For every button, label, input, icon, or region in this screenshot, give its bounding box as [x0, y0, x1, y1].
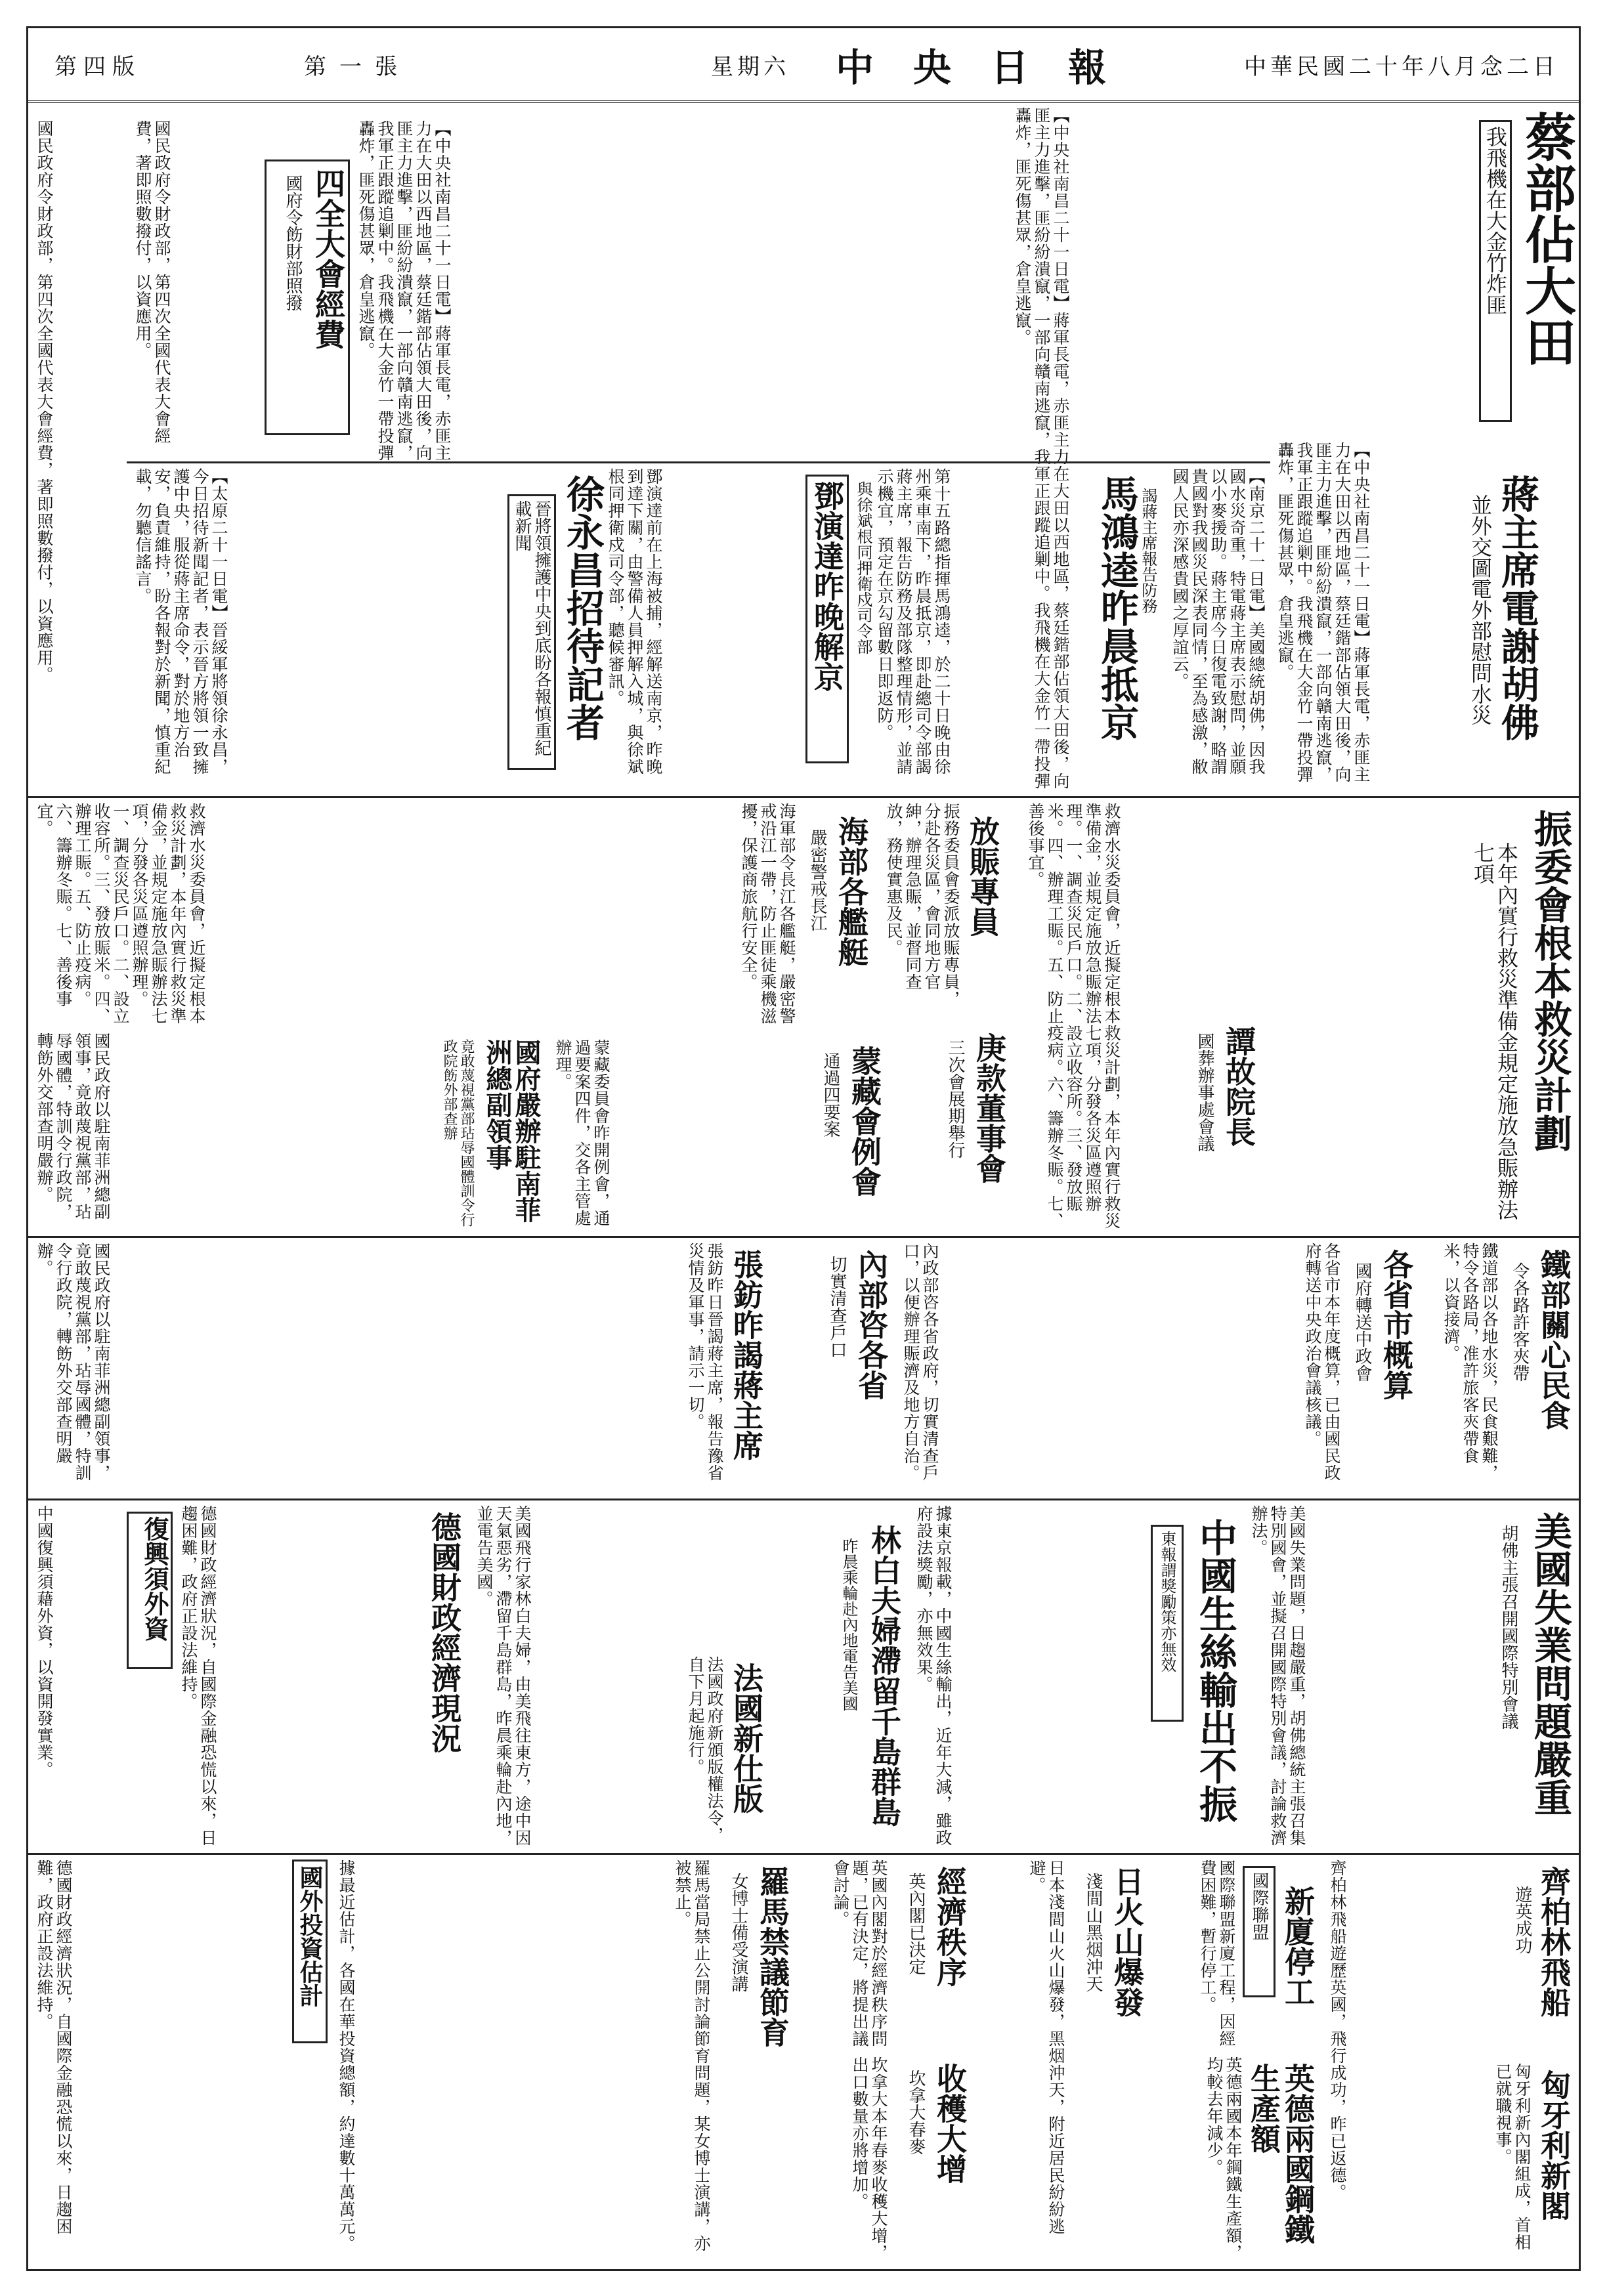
lower-middle-left-body — [35, 1243, 652, 1492]
article-relief-subhead: 本年內實行救災準備金規定施放急賑辦法七項 — [1470, 842, 1519, 1220]
bottom-left-body-text: 德國財政經濟狀況，自國際金融恐慌以來，日趨困難，政府正設法維持。 — [35, 1860, 73, 2235]
article-volcano — [980, 1860, 1151, 2266]
article-xinxia-headline: 新廈停工 — [1280, 1886, 1316, 2007]
article-relief-headline: 振委會根本救災計劃 — [1528, 809, 1572, 1152]
rule-band-3 — [28, 1499, 1579, 1500]
article-zhang-headline: 張鈁昨謁蔣主席 — [729, 1249, 764, 1460]
article-french — [658, 1656, 777, 1846]
article-unemployment-body-text: 美國失業問題，日趨嚴重，胡佛總統主張召集特別國會，並擬召開國際特別會議，討論救濟辦法。 — [1249, 1505, 1306, 1846]
article-deng-body — [606, 468, 796, 790]
article-census-subhead: 切實清查戶口 — [827, 1256, 847, 1358]
top-band-mid-body — [356, 120, 1006, 461]
article-harvest-body: 坎拿大本年春麥收穫大增，出口數量亦將增加。 — [850, 2056, 888, 2261]
article-hungary-headline: 匈牙利新閣 — [1536, 2070, 1572, 2221]
article-economic-order-headline: 經濟秩序 — [932, 1866, 968, 1987]
article-harvest-headline: 收穫大增 — [932, 2063, 968, 2184]
article-zeppelin-body-text: 齊柏林飛船遊歷英國，飛行成功，昨已返德。 — [1328, 1860, 1347, 2201]
article-mengzang-body — [553, 1039, 737, 1229]
article-census — [777, 1243, 895, 1492]
article-census-body — [901, 1243, 1190, 1492]
article-deng-body-text: 鄧演達前在上海被捕，經解送南京，昨晚到達下關，由警備人員押解入城，與徐斌根同押衛戍司令部，聽候審訊。 — [606, 468, 663, 775]
rule-band-4 — [28, 1853, 1579, 1855]
article-zeppelin-body — [1328, 1860, 1492, 2266]
article-fangzhen — [884, 803, 1013, 1019]
article-deng-headline: 鄧演達昨晚解京 — [805, 475, 849, 763]
article-ma-headline: 馬鴻逵昨晨抵京 — [1094, 475, 1139, 741]
article-hungary — [1493, 2063, 1577, 2266]
lower-middle-left-body-text: 國民政府以駐南菲洲總副領事，竟敢蔑視黨部，玷辱國體，特訓令行政院，轉飭外交部查明嚴辦。 — [35, 1243, 111, 1481]
masthead-weekday: 星期六 — [711, 53, 790, 80]
article-tan — [1157, 1019, 1262, 1229]
article-chiang-body-text: 【南京二十一日電】美國總統胡佛，因我國水災奇重，特電蔣主席表示慰問，並願以小麥援助。蔣主席今日復電致謝，略謂貴國對我國災民深表同情，至為感激，敝國人民亦深感貴國之厚誼云。 — [1170, 468, 1266, 775]
article-tan-headline: 譚故院長 — [1221, 1026, 1256, 1147]
article-cai-headline: 蔡部佔大田 — [1516, 111, 1576, 367]
article-silk-body — [914, 1505, 1098, 1846]
article-zhang — [658, 1243, 770, 1492]
article-cai-body-text-2: 【中央社南昌二十一日電】蔣軍長電，赤匪主力在大田以西地區，蔡廷鍇部佔領大田後，向匪主力進擊，匪紛紛潰竄，一部向贛南逃竄，我軍正跟蹤追剿中。我飛機在大金竹一帶投彈轟炸，匪死傷甚眾，倉皇逃竄。 — [1275, 442, 1371, 783]
article-economic-order-subhead: 英內閣已決定 — [906, 1873, 926, 1975]
article-silk — [1105, 1512, 1243, 1840]
article-economic-order-body: 英國內閣對於經濟秩序問題，已有決定，將提出議會討論。 — [831, 1860, 888, 2047]
article-steel-body: 英德兩國本年鋼鐵生產額，均較去年減少。 — [1205, 2056, 1243, 2261]
article-french-body: 法國政府新頒版權法令，自下月起施行。 — [686, 1656, 724, 1844]
article-ma-body-text: 第十五路總指揮馬鴻逵，於二十日晚由徐州乘車南下，昨晨抵京，即赴總司令部謁蔣主席，報告防務及部隊整理情形，並請示機宜，預定在京勾留數日即返防。 — [875, 468, 951, 775]
top-band-left-body — [35, 120, 127, 790]
article-census-headline: 內部咨各省 — [853, 1249, 889, 1400]
article-mengzang-headline: 蒙藏會例會 — [847, 1046, 882, 1197]
middle-left-body — [35, 803, 685, 1026]
article-mengzang — [744, 1039, 888, 1229]
masthead-date: 中華民國二十年八月念二日 — [1244, 53, 1559, 80]
article-zeppelin-subhead: 遊英成功 — [1512, 1886, 1532, 1954]
article-tan-subhead: 國葬辦事處會議 — [1195, 1032, 1214, 1152]
article-relief — [1407, 803, 1577, 1229]
article-trade — [127, 1512, 173, 1669]
article-volcano-body: 日本淺間山火山爆發，黑烟沖天，附近居民紛紛逃避。 — [1027, 1860, 1065, 2235]
newspaper-page — [26, 26, 1581, 2271]
article-volcano-subhead: 淺間山黑烟沖天 — [1083, 1873, 1103, 1992]
article-fangzhen-headline: 放賑專員 — [965, 816, 1000, 937]
article-census-body-text: 內政部咨各省政府，切實清查戶口，以便辦理賑濟及地方自治。 — [901, 1243, 939, 1481]
article-harvest — [803, 2056, 974, 2266]
article-lindbergh-body-text: 美國飛行家林白夫婦，由美飛往東方，途中因天氣惡劣，滯留千島群島，昨晨乘輪赴內地，並電告美國。 — [475, 1505, 532, 1846]
article-silk-headline: 中國生絲輸出不振 — [1193, 1518, 1237, 1823]
article-german-body-text: 德國財政經濟狀況，自國際金融恐慌以來，日趨困難，政府正設法維持。 — [179, 1505, 217, 1846]
article-philippines-body — [35, 1032, 409, 1229]
article-xinxia-subhead: 國際聯盟 — [1243, 1866, 1275, 1997]
article-trade-headline: 復興須外資 — [140, 1516, 169, 1641]
article-budget — [1197, 1243, 1420, 1492]
top-band-mid-body-text: 【中央社南昌二十一日電】蔣軍長電，赤匪主力在大田以西地區，蔡廷鍇部佔領大田後，向匪主力進擊，匪紛紛潰竄，一部向贛南逃竄，我軍正跟蹤追剿中。我飛機在大金竹一帶投彈轟炸，匪死傷甚眾，倉皇逃竄。 — [356, 120, 452, 461]
article-xinxia-body: 國際聯盟新廈工程，因經費困難，暫行停工。 — [1198, 1860, 1236, 2047]
article-chiang-subhead: 並外交圖電外部慰問水災 — [1468, 494, 1493, 725]
article-budget-body: 各省市本年度概算，已由國民政府轉送中央政治會議核議。 — [1303, 1243, 1341, 1481]
article-german-headline: 德國財政經濟現況 — [427, 1512, 462, 1753]
top-band-left-body-text: 國民政府令財政部，第四次全國代表大會經費，著即照數撥付，以資應用。 — [35, 120, 54, 683]
article-ma-subhead: 謁蔣主席報告防務 — [1139, 488, 1157, 614]
article-xu — [475, 468, 606, 790]
article-rome-body: 羅馬當局禁止公開討論節育問題，某女博士演講，亦被禁止。 — [673, 1860, 711, 2252]
article-philippines-headline: 國府嚴辦駐南菲洲總副領事 — [482, 1039, 542, 1223]
article-fourth-congress — [265, 159, 350, 435]
article-hungary-body: 匈牙利新內閣組成，首相已就職視事。 — [1493, 2063, 1532, 2251]
article-trade-body — [35, 1505, 120, 1846]
article-deng-subhead: 與徐斌根同押衛戍司令部 — [854, 481, 872, 654]
article-lindbergh-headline: 林白夫婦滯留千島群島 — [867, 1525, 902, 1827]
article-rome-headline: 羅馬禁議節育 — [755, 1866, 790, 2047]
article-budget-subhead: 國府轉送中政會 — [1352, 1262, 1372, 1382]
article-volcano-headline: 日火山爆發 — [1109, 1866, 1145, 2017]
article-unemployment-headline: 美國失業問題嚴重 — [1528, 1512, 1572, 1816]
article-steel — [1157, 2056, 1321, 2266]
article-philippines-subhead: 竟敢蔑視黨部玷辱國體訓令行政院飭外部查辦 — [441, 1039, 475, 1227]
article-harvest-subhead: 坎拿大春麥 — [906, 2070, 926, 2155]
rule-top-band — [127, 461, 1270, 463]
rule-band-2 — [28, 1236, 1579, 1238]
article-fourth-congress-headline: 四全大會經費 — [311, 168, 346, 349]
article-german-body — [179, 1505, 389, 1846]
article-railway-subhead: 令各路許客夾帶 — [1510, 1262, 1530, 1382]
middle-left-body-text: 救濟水災委員會，近擬定根本救災計劃，本年內實行救災準備金，並規定施放急賑辦法七項，分發各災區遵照辦理。一、調查災民戶口。二、設立收容所。三、發放賑米。四、辦理工賑。五、防止疫病。六、籌辦冬賑。七、善後事宜。 — [35, 803, 206, 1025]
article-lindbergh-subhead: 昨晨乘輪赴內地電告美國 — [840, 1538, 858, 1711]
article-zeppelin — [1499, 1860, 1577, 2056]
article-navy-body: 海軍部令長江各艦艇，嚴密警戒沿江一帶，防止匪徒乘機滋擾，保護商旅航行安全。 — [739, 803, 796, 1025]
article-gengkuan-headline: 庚款董事會 — [972, 1032, 1007, 1183]
article-gengkuan-subhead: 三次會展期舉行 — [945, 1039, 965, 1159]
article-railway-headline: 鐵部關心民食 — [1536, 1249, 1572, 1430]
masthead — [28, 28, 1579, 103]
article-chiang — [1289, 468, 1577, 790]
article-zeppelin-headline: 齊柏林飛船 — [1536, 1866, 1572, 2017]
article-xu-body — [133, 468, 468, 790]
article-budget-headline: 各省市概算 — [1379, 1249, 1414, 1400]
article-rome-subhead: 女博士備受演講 — [729, 1873, 748, 1992]
article-fourth-congress-body — [133, 120, 258, 461]
article-fourth-congress-subhead: 國府令飭財部照撥 — [283, 175, 303, 311]
article-economic-order — [803, 1860, 974, 2050]
article-cai — [1275, 107, 1577, 435]
article-ma — [1079, 468, 1164, 790]
article-foreign-investment-body — [337, 1860, 612, 2266]
article-foreign-investment-headline: 國外投資估計 — [292, 1860, 328, 2043]
article-deng — [803, 475, 875, 776]
article-ma-body — [875, 468, 1072, 790]
masthead-edition: 第四版 — [54, 53, 141, 80]
article-french-headline: 法國新仕版 — [729, 1663, 764, 1814]
masthead-sheet: 第一張 — [304, 53, 410, 80]
article-fourth-congress-body-text: 國民政府令財政部，第四次全國代表大會經費，著即照數撥付，以資應用。 — [133, 120, 171, 444]
masthead-paper-name: 中央日報 — [836, 45, 1146, 90]
article-steel-headline: 英德兩國鋼鐵生產額 — [1246, 2063, 1316, 2244]
bottom-left-body — [35, 1860, 245, 2266]
article-navy-headline: 海部各艦艇 — [834, 816, 869, 967]
article-cai-body-text: 【中央社南昌二十一日電】蔣軍長電，赤匪主力在大田以西地區，蔡廷鍇部佔領大田後，向匪主力進擊，匪紛紛潰竄，一部向贛南逃竄，我軍正跟蹤追剿中。我飛機在大金竹一帶投彈轟炸，匪死傷甚眾，倉皇逃竄。 — [1013, 107, 1070, 790]
article-unemployment-subhead: 胡佛主張召開國際特別會議 — [1499, 1525, 1518, 1730]
article-xu-headline: 徐永昌招待記者 — [560, 475, 605, 741]
article-rome — [619, 1860, 796, 2266]
article-unemployment — [1440, 1505, 1577, 1846]
article-chiang-body — [1170, 468, 1282, 790]
article-zhang-body: 張鈁昨日晉謁蔣主席，報告豫省災情及軍事，請示一切。 — [686, 1243, 724, 1481]
article-fangzhen-body: 振務委員會委派放賑專員，分赴各災區，會同地方官紳，辦理急賑，並督同查放，務使實惠及民。 — [884, 803, 960, 1008]
article-foreign-investment-body-text: 據最近估計，各國在華投資總額，約達數十萬萬元。 — [337, 1860, 356, 2252]
article-xu-subhead: 晉將領擁護中央到底盼各報慎重紀載新聞 — [507, 494, 556, 770]
article-relief-body-text: 救濟水災委員會，近擬定根本救災計劃，本年內實行救災準備金，並規定施放急賑辦法七項，分發各災區遵照辦理。一、調查災民戶口。二、設立收容所。三、發放賑米。四、辦理工賑。五、防止疫病。六、籌辦冬賑。七、善後事宜。 — [1026, 803, 1121, 1229]
rule-band-1 — [28, 796, 1579, 798]
article-silk-body-text: 據東京報載，中國生絲輸出，近年大減，雖政府設法獎勵，亦無效果。 — [914, 1505, 953, 1846]
article-xu-body-text: 【太原二十一日電】晉綏軍將領徐永昌，今日招待新聞記者，表示晉方將領一致擁護中央，服從蔣主席命令，對於地方治安，負責維持，盼各報對於新聞，慎重紀載，勿聽信謠言。 — [133, 468, 228, 775]
article-mengzang-body-text: 蒙藏委員會昨開例會，通過要案四件，交各主管處辦理。 — [553, 1039, 611, 1227]
article-lindbergh-body — [475, 1505, 652, 1846]
article-navy — [691, 803, 888, 1039]
article-philippines-body-text: 國民政府以駐南菲洲總副領事，竟敢蔑視黨部，玷辱國體，特訓令行政院，轉飭外交部查明嚴辦。 — [35, 1032, 111, 1220]
article-unemployment-body — [1249, 1505, 1433, 1846]
article-cai-subhead: 我飛機在大金竹炸匪 — [1479, 120, 1512, 422]
article-navy-subhead: 嚴密警戒長江 — [807, 829, 827, 931]
article-foreign-investment — [251, 1860, 330, 2056]
article-railway-body: 鐵道部以各地水災，民食艱難，特令各路局，准許旅客夾帶食米，以資接濟。 — [1442, 1243, 1499, 1481]
article-trade-body-text: 中國復興須藉外資，以資開發實業。 — [35, 1505, 54, 1778]
article-silk-subhead: 東報謂獎勵策亦無效 — [1151, 1525, 1184, 1722]
article-chiang-headline: 蔣主席電謝胡佛 — [1495, 475, 1539, 741]
article-gengkuan — [895, 1026, 1013, 1229]
article-xinxia — [1157, 1860, 1321, 2050]
article-lindbergh — [783, 1518, 908, 1846]
article-philippines — [416, 1032, 547, 1229]
article-mengzang-subhead: 通過四要案 — [821, 1052, 840, 1137]
article-railway — [1426, 1243, 1577, 1492]
article-german — [396, 1505, 468, 1846]
